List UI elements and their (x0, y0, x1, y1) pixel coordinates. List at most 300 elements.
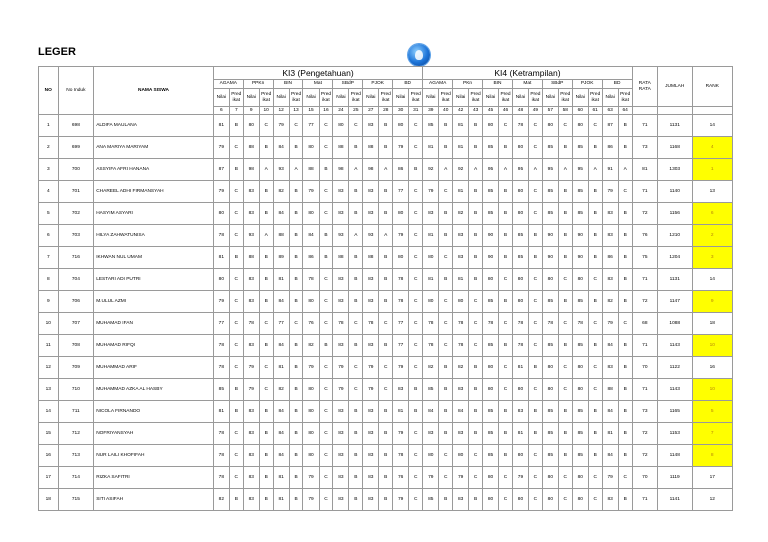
column-number: 16 (319, 107, 333, 115)
cell-nilai: 77 (273, 313, 289, 335)
cell-nilai: 83 (363, 203, 379, 225)
cell-predikat: C (529, 467, 543, 489)
cell-nilai: 80 (393, 115, 409, 137)
cell-predikat: C (229, 335, 243, 357)
cell-nilai: 80 (512, 137, 528, 159)
cell-jumlah: 1148 (658, 445, 693, 467)
cell-nilai: 80 (303, 137, 319, 159)
cell-predikat: B (289, 137, 303, 159)
cell-nama: IKHWAN NUL UMAM (94, 247, 214, 269)
cell-jumlah: 1143 (658, 335, 693, 357)
cell-predikat: C (439, 335, 453, 357)
cell-predikat: C (319, 467, 333, 489)
cell-nilai: 84 (453, 401, 469, 423)
header-pred-ikat: Pred ikat (379, 89, 393, 107)
subject-ki4-mat: Mat (512, 80, 542, 89)
cell-predikat: B (439, 489, 453, 511)
cell-predikat: A (499, 159, 513, 181)
cell-nilai: 84 (602, 445, 618, 467)
cell-predikat: C (529, 291, 543, 313)
cell-nilai: 85 (213, 379, 229, 401)
cell-predikat: B (289, 489, 303, 511)
cell-nilai: 80 (423, 247, 439, 269)
cell-predikat: B (558, 203, 572, 225)
column-number: 60 (572, 107, 588, 115)
cell-predikat: B (558, 225, 572, 247)
header-nilai: Nilai (602, 89, 618, 107)
cell-jumlah: 1088 (658, 313, 693, 335)
cell-nilai: 88 (333, 137, 349, 159)
cell-nilai: 80 (542, 269, 558, 291)
cell-rata-rata: 73 (632, 401, 657, 423)
cell-nama: HILYA ZAHWATUNISA (94, 225, 214, 247)
cell-predikat: A (349, 225, 363, 247)
table-row (39, 291, 733, 313)
cell-rata-rata: 72 (632, 291, 657, 313)
cell-nilai: 81 (273, 269, 289, 291)
header-pred-ikat: Pred ikat (588, 89, 602, 107)
cell-predikat: B (469, 181, 483, 203)
header-pred-ikat: Pred ikat (229, 89, 243, 107)
cell-nilai: 80 (483, 379, 499, 401)
cell-predikat: B (349, 401, 363, 423)
cell-nilai: 80 (303, 291, 319, 313)
cell-predikat: A (558, 159, 572, 181)
column-number: 27 (363, 107, 379, 115)
cell-predikat: C (588, 313, 602, 335)
cell-nama: MUHAMAD RIFQI (94, 335, 214, 357)
cell-rank: 8 (692, 445, 733, 467)
header-pred-ikat: Pred ikat (529, 89, 543, 107)
cell-nilai: 80 (423, 291, 439, 313)
column-number: 42 (453, 107, 469, 115)
cell-predikat: B (558, 423, 572, 445)
cell-nama: ASSYIFA AFRI HANANA (94, 159, 214, 181)
cell-predikat: C (229, 445, 243, 467)
subject-ki4-pjok: PJOK (572, 80, 602, 89)
cell-predikat: C (319, 313, 333, 335)
cell-nilai: 83 (243, 467, 259, 489)
cell-rank: 10 (692, 379, 733, 401)
column-number: 40 (439, 107, 453, 115)
cell-nilai: 80 (512, 291, 528, 313)
header-pred-ikat: Pred ikat (409, 89, 423, 107)
cell-predikat: B (469, 203, 483, 225)
cell-nilai: 83 (333, 269, 349, 291)
cell-nilai: 85 (572, 137, 588, 159)
cell-nilai: 93 (273, 159, 289, 181)
cell-no-induk: 711 (58, 401, 94, 423)
cell-nilai: 83 (333, 445, 349, 467)
cell-predikat: B (499, 445, 513, 467)
cell-nilai: 92 (453, 159, 469, 181)
cell-rata-rata: 70 (632, 467, 657, 489)
cell-predikat: C (349, 115, 363, 137)
page-title: LEGER (38, 46, 76, 58)
cell-predikat: C (529, 379, 543, 401)
cell-nilai: 83 (602, 269, 618, 291)
cell-nama: HASYIM ASYARI (94, 203, 214, 225)
subject-ki3-bd: BD (393, 80, 423, 89)
table-row (39, 137, 733, 159)
cell-predikat: C (439, 445, 453, 467)
cell-nama: M.ULUL AZMI (94, 291, 214, 313)
cell-predikat: B (588, 203, 602, 225)
cell-predikat: B (349, 445, 363, 467)
cell-predikat: B (229, 159, 243, 181)
cell-predikat: B (558, 445, 572, 467)
cell-predikat: B (499, 225, 513, 247)
cell-jumlah: 1156 (658, 203, 693, 225)
cell-predikat: C (289, 313, 303, 335)
cell-nilai: 78 (213, 445, 229, 467)
cell-predikat: C (379, 313, 393, 335)
cell-nilai: 76 (393, 467, 409, 489)
cell-rank: 17 (692, 467, 733, 489)
column-number: 28 (379, 107, 393, 115)
cell-predikat: C (319, 291, 333, 313)
table-row (39, 313, 733, 335)
cell-nilai: 80 (243, 115, 259, 137)
cell-predikat: C (409, 225, 423, 247)
cell-rata-rata: 72 (632, 203, 657, 225)
cell-nilai: 95 (512, 159, 528, 181)
cell-predikat: C (588, 467, 602, 489)
cell-nama: ANA MARIYA MARIYAM (94, 137, 214, 159)
cell-no: 4 (39, 181, 59, 203)
cell-predikat: B (558, 335, 572, 357)
cell-nilai: 82 (453, 203, 469, 225)
cell-no: 3 (39, 159, 59, 181)
cell-jumlah: 1122 (658, 357, 693, 379)
cell-predikat: B (379, 115, 393, 137)
header-nama-siswa: NAMA SISWA (94, 67, 214, 115)
cell-nilai: 79 (333, 379, 349, 401)
cell-rata-rata: 71 (632, 115, 657, 137)
cell-nilai: 86 (393, 159, 409, 181)
cell-nilai: 83 (363, 489, 379, 511)
cell-nilai: 81 (213, 247, 229, 269)
cell-nilai: 83 (512, 401, 528, 423)
cell-nilai: 85 (483, 423, 499, 445)
header-nilai: Nilai (512, 89, 528, 107)
cell-nilai: 82 (303, 335, 319, 357)
cell-predikat: A (349, 159, 363, 181)
cell-predikat: B (558, 401, 572, 423)
cell-no-induk: 699 (58, 137, 94, 159)
cell-predikat: C (409, 181, 423, 203)
cell-predikat: B (469, 269, 483, 291)
cell-predikat: B (289, 269, 303, 291)
cell-rata-rata: 71 (632, 379, 657, 401)
cell-nama: SITI ASIFAH (94, 489, 214, 511)
cell-nilai: 85 (572, 181, 588, 203)
cell-predikat: B (289, 247, 303, 269)
header-ki4: KI4 (Ketrampilan) (423, 67, 632, 80)
cell-predikat: C (319, 445, 333, 467)
cell-nilai: 85 (542, 203, 558, 225)
cell-predikat: B (319, 225, 333, 247)
cell-nilai: 83 (453, 379, 469, 401)
cell-predikat: B (499, 247, 513, 269)
cell-predikat: C (259, 357, 273, 379)
cell-nilai: 90 (572, 225, 588, 247)
cell-rank: 3 (692, 247, 733, 269)
cell-rank: 16 (692, 357, 733, 379)
cell-predikat: C (319, 115, 333, 137)
cell-predikat: B (618, 247, 632, 269)
cell-no: 13 (39, 379, 59, 401)
cell-predikat: A (379, 159, 393, 181)
cell-predikat: C (319, 401, 333, 423)
table-row (39, 401, 733, 423)
cell-rata-rata: 70 (632, 357, 657, 379)
column-number: 10 (259, 107, 273, 115)
cell-nilai: 90 (483, 247, 499, 269)
cell-nilai: 83 (333, 335, 349, 357)
table-row (39, 445, 733, 467)
cell-nilai: 81 (273, 467, 289, 489)
cell-nilai: 78 (572, 313, 588, 335)
cell-nilai: 80 (393, 203, 409, 225)
cell-predikat: C (409, 445, 423, 467)
cell-nilai: 86 (602, 137, 618, 159)
cell-nilai: 92 (423, 159, 439, 181)
cell-nilai: 87 (602, 115, 618, 137)
cell-nilai: 85 (542, 401, 558, 423)
column-number: 7 (229, 107, 243, 115)
cell-predikat: C (319, 423, 333, 445)
cell-nilai: 80 (453, 445, 469, 467)
cell-predikat: B (529, 423, 543, 445)
cell-nilai: 76 (303, 313, 319, 335)
cell-nilai: 90 (542, 225, 558, 247)
cell-jumlah: 1210 (658, 225, 693, 247)
header-nilai: Nilai (393, 89, 409, 107)
column-number: 25 (349, 107, 363, 115)
cell-no-induk: 710 (58, 379, 94, 401)
cell-nilai: 80 (542, 115, 558, 137)
cell-rank: 4 (692, 137, 733, 159)
cell-predikat: B (229, 489, 243, 511)
cell-predikat: A (259, 225, 273, 247)
cell-rata-rata: 71 (632, 269, 657, 291)
cell-predikat: C (409, 313, 423, 335)
cell-nilai: 83 (243, 335, 259, 357)
cell-no-induk: 703 (58, 225, 94, 247)
cell-nama: NICOLA FIRNANDO (94, 401, 214, 423)
cell-nilai: 77 (303, 115, 319, 137)
header-pred-ikat: Pred ikat (289, 89, 303, 107)
cell-predikat: C (558, 269, 572, 291)
cell-no: 6 (39, 225, 59, 247)
cell-nilai: 82 (602, 291, 618, 313)
cell-predikat: B (259, 423, 273, 445)
cell-nilai: 81 (453, 115, 469, 137)
cell-predikat: B (618, 269, 632, 291)
cell-nilai: 98 (243, 159, 259, 181)
cell-predikat: B (469, 225, 483, 247)
cell-nilai: 78 (213, 335, 229, 357)
cell-nilai: 79 (303, 467, 319, 489)
cell-nilai: 88 (333, 247, 349, 269)
cell-nilai: 81 (453, 181, 469, 203)
cell-predikat: B (588, 291, 602, 313)
header-pred-ikat: Pred ikat (319, 89, 333, 107)
cell-predikat: A (618, 159, 632, 181)
cell-predikat: B (588, 423, 602, 445)
cell-nilai: 83 (363, 291, 379, 313)
cell-no: 8 (39, 269, 59, 291)
cell-predikat: B (289, 335, 303, 357)
cell-no-induk: 714 (58, 467, 94, 489)
cell-predikat: B (499, 137, 513, 159)
cell-predikat: B (349, 181, 363, 203)
cell-nilai: 83 (453, 247, 469, 269)
cell-predikat: B (439, 379, 453, 401)
cell-nilai: 79 (303, 489, 319, 511)
cell-nilai: 80 (512, 445, 528, 467)
cell-predikat: C (409, 269, 423, 291)
cell-predikat: B (289, 423, 303, 445)
cell-predikat: B (349, 247, 363, 269)
cell-no-induk: 704 (58, 269, 94, 291)
cell-nilai: 84 (303, 225, 319, 247)
cell-jumlah: 1147 (658, 291, 693, 313)
cell-nilai: 78 (423, 313, 439, 335)
cell-predikat: B (379, 137, 393, 159)
cell-predikat: C (409, 115, 423, 137)
column-number: 46 (499, 107, 513, 115)
cell-predikat: C (349, 357, 363, 379)
column-number: 24 (333, 107, 349, 115)
cell-predikat: C (588, 489, 602, 511)
header-pred-ikat: Pred ikat (469, 89, 483, 107)
cell-predikat: B (529, 225, 543, 247)
cell-nilai: 80 (512, 181, 528, 203)
cell-predikat: C (588, 115, 602, 137)
cell-predikat: C (409, 335, 423, 357)
cell-nilai: 82 (453, 357, 469, 379)
table-row (39, 181, 733, 203)
cell-nilai: 83 (453, 489, 469, 511)
cell-nilai: 85 (572, 291, 588, 313)
cell-nilai: 77 (393, 335, 409, 357)
cell-predikat: B (409, 159, 423, 181)
cell-nilai: 78 (512, 313, 528, 335)
cell-predikat: B (439, 401, 453, 423)
subject-ki3-agama: AGAMA (213, 80, 243, 89)
cell-nilai: 83 (363, 401, 379, 423)
cell-nilai: 80 (542, 467, 558, 489)
cell-nilai: 84 (273, 335, 289, 357)
cell-rank: 6 (692, 203, 733, 225)
cell-no: 2 (39, 137, 59, 159)
cell-jumlah: 1168 (658, 137, 693, 159)
cell-nilai: 85 (572, 203, 588, 225)
cell-predikat: B (379, 423, 393, 445)
cell-nilai: 89 (273, 247, 289, 269)
cell-predikat: A (469, 159, 483, 181)
cell-rank: 14 (692, 269, 733, 291)
cell-nilai: 79 (393, 357, 409, 379)
cell-nilai: 80 (572, 489, 588, 511)
cell-predikat: B (289, 291, 303, 313)
cell-jumlah: 1141 (658, 489, 693, 511)
cell-predikat: C (529, 115, 543, 137)
cell-nilai: 84 (602, 401, 618, 423)
cell-nilai: 85 (572, 401, 588, 423)
cell-predikat: B (618, 379, 632, 401)
cell-predikat: B (618, 423, 632, 445)
cell-predikat: A (289, 159, 303, 181)
cell-predikat: C (229, 225, 243, 247)
cell-predikat: C (439, 467, 453, 489)
cell-nilai: 81 (273, 489, 289, 511)
cell-nilai: 80 (483, 489, 499, 511)
subject-ki3-bin: BIN (273, 80, 303, 89)
cell-nilai: 85 (542, 445, 558, 467)
cell-nilai: 85 (572, 445, 588, 467)
cell-predikat: B (588, 225, 602, 247)
cell-nilai: 85 (483, 445, 499, 467)
header-no: NO (39, 67, 59, 115)
cell-nilai: 95 (542, 159, 558, 181)
subject-ki4-bin: BIN (483, 80, 513, 89)
header-pred-ikat: Pred ikat (349, 89, 363, 107)
cell-nilai: 79 (393, 423, 409, 445)
cell-predikat: B (379, 335, 393, 357)
cell-nilai: 83 (333, 423, 349, 445)
cell-predikat: B (469, 115, 483, 137)
cell-nilai: 79 (363, 379, 379, 401)
cell-predikat: C (529, 137, 543, 159)
cell-nilai: 82 (273, 379, 289, 401)
cell-predikat: C (529, 181, 543, 203)
cell-predikat: C (588, 269, 602, 291)
cell-predikat: B (439, 203, 453, 225)
cell-predikat: C (349, 313, 363, 335)
cell-predikat: B (588, 445, 602, 467)
cell-nilai: 78 (363, 313, 379, 335)
cell-nilai: 78 (483, 313, 499, 335)
table-row (39, 225, 733, 247)
cell-predikat: B (499, 291, 513, 313)
cell-predikat: B (289, 357, 303, 379)
cell-nilai: 80 (512, 203, 528, 225)
cell-nilai: 79 (602, 181, 618, 203)
cell-predikat: B (469, 137, 483, 159)
cell-predikat: B (229, 115, 243, 137)
cell-predikat: C (499, 379, 513, 401)
cell-no-induk: 706 (58, 291, 94, 313)
column-number-blank (692, 107, 733, 115)
header-nilai: Nilai (572, 89, 588, 107)
cell-no: 18 (39, 489, 59, 511)
column-number: 48 (512, 107, 528, 115)
cell-nilai: 90 (572, 247, 588, 269)
cell-predikat: C (319, 269, 333, 291)
cell-predikat: B (588, 181, 602, 203)
cell-predikat: B (259, 445, 273, 467)
cell-predikat: B (349, 203, 363, 225)
cell-nilai: 83 (243, 423, 259, 445)
cell-nilai: 84 (423, 401, 439, 423)
cell-nilai: 88 (363, 247, 379, 269)
cell-nilai: 79 (393, 137, 409, 159)
cell-nilai: 80 (393, 247, 409, 269)
cell-predikat: B (469, 489, 483, 511)
